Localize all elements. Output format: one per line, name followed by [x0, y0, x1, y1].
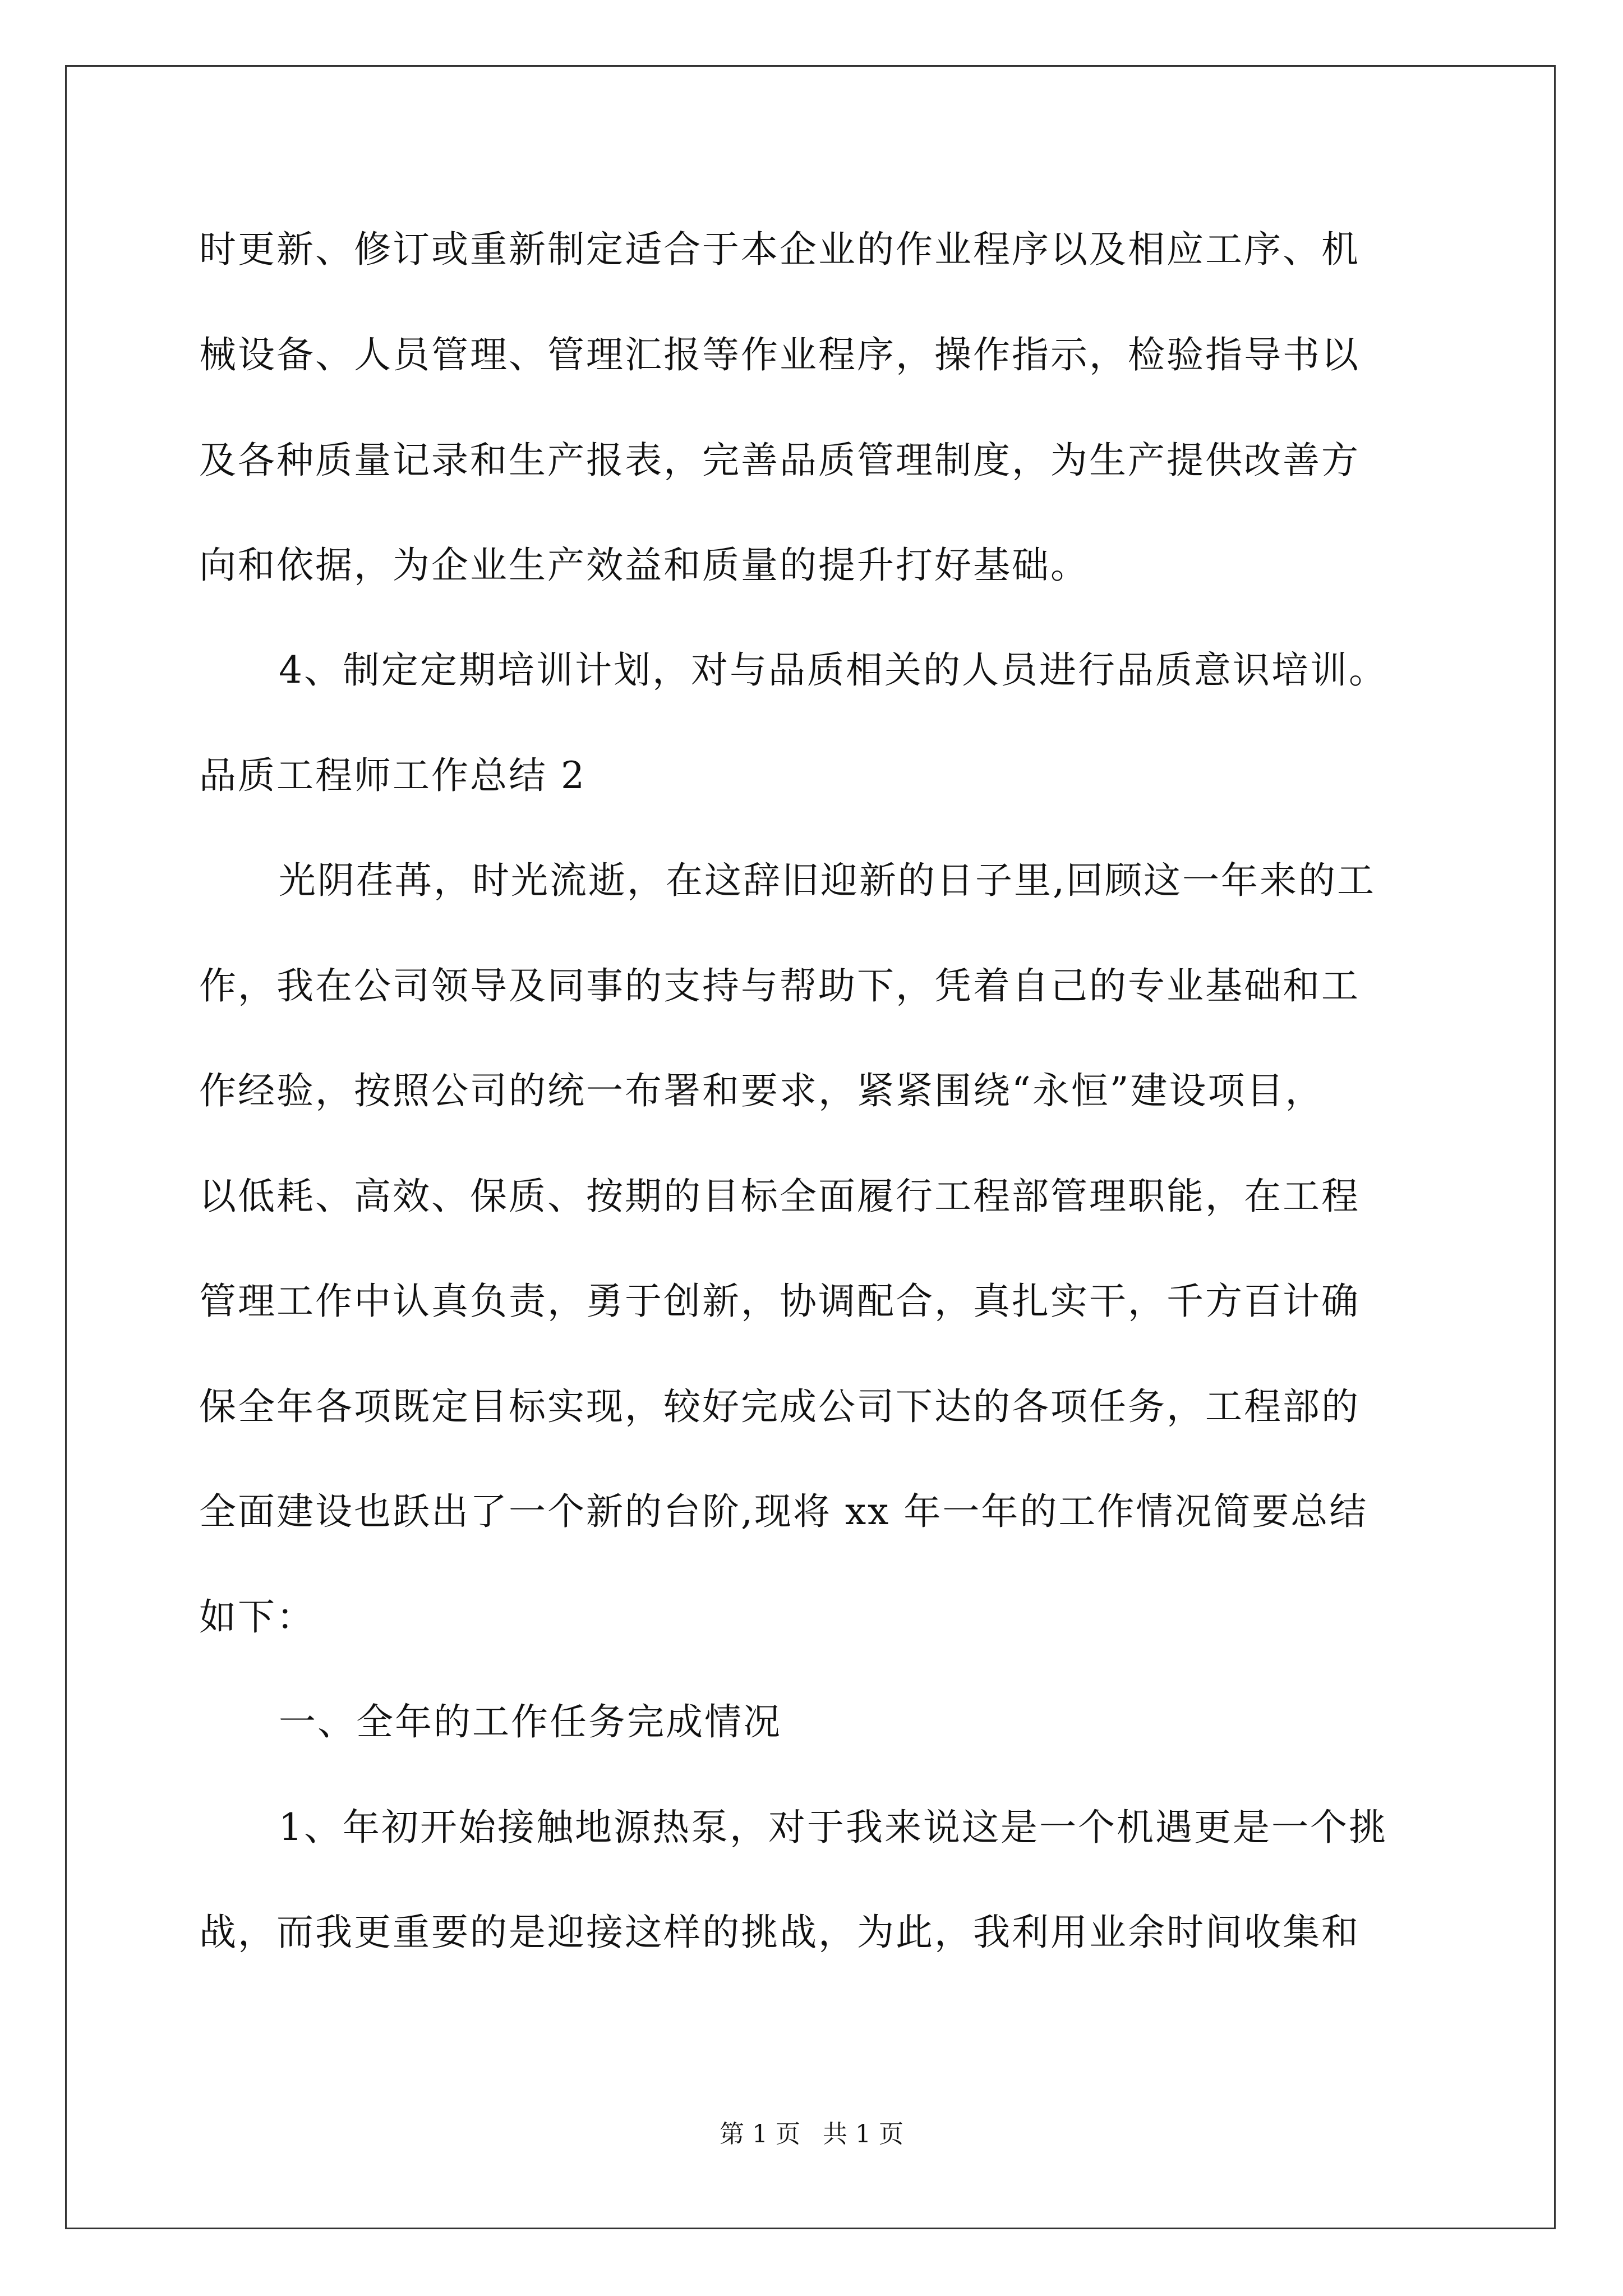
section-heading: 品质工程师工作总结 2: [199, 754, 586, 797]
page-count: 共 1 页: [823, 2120, 903, 2148]
body-text-line: 如下：: [199, 1595, 315, 1639]
page-border: [65, 65, 1556, 2229]
list-item-4: 4、制定定期培训计划，对与品质相关的人员进行品质意识培训。: [279, 648, 1387, 692]
page-footer: [0, 2118, 1623, 2151]
body-text-line: 战，而我更重要的是迎接这样的挑战，为此，我利用业余时间收集和: [199, 1911, 1360, 1954]
body-text-line: 向和依据，为企业生产效益和质量的提升打好基础。: [199, 544, 1089, 587]
body-text-line: 管理工作中认真负责，勇于创新，协调配合，真扎实干，千方百计确: [199, 1280, 1360, 1323]
body-text-line: 以低耗、高效、保质、按期的目标全面履行工程部管理职能，在工程: [199, 1175, 1360, 1218]
body-text-line: 保全年各项既定目标实现，较好完成公司下达的各项任务，工程部的: [199, 1385, 1360, 1428]
body-text-line: 及各种质量记录和生产报表，完善品质管理制度，为生产提供改善方: [199, 439, 1360, 482]
page-number: 第 1 页: [720, 2120, 800, 2148]
body-text-line: 械设备、人员管理、管理汇报等作业程序，操作指示，检验指导书以: [199, 333, 1360, 376]
body-text-line: 光阴荏苒，时光流逝，在这辞旧迎新的日子里,回顾这一年来的工: [279, 859, 1376, 902]
body-text-line: 作，我在公司领导及同事的支持与帮助下，凭着自己的专业基础和工: [199, 964, 1360, 1007]
subsection-heading: 一、全年的工作任务完成情况: [279, 1700, 782, 1743]
body-text-line: 作经验，按照公司的统一布署和要求，紧紧围绕“永恒”建设项目，: [199, 1069, 1324, 1112]
body-text-line: 1、年初开始接触地源热泵，对于我来说这是一个机遇更是一个挑: [279, 1806, 1387, 1849]
body-text-line: 全面建设也跃出了一个新的台阶,现将 xx 年一年的工作情况简要总结: [199, 1490, 1368, 1533]
body-text-line: 时更新、修订或重新制定适合于本企业的作业程序以及相应工序、机: [199, 228, 1360, 271]
